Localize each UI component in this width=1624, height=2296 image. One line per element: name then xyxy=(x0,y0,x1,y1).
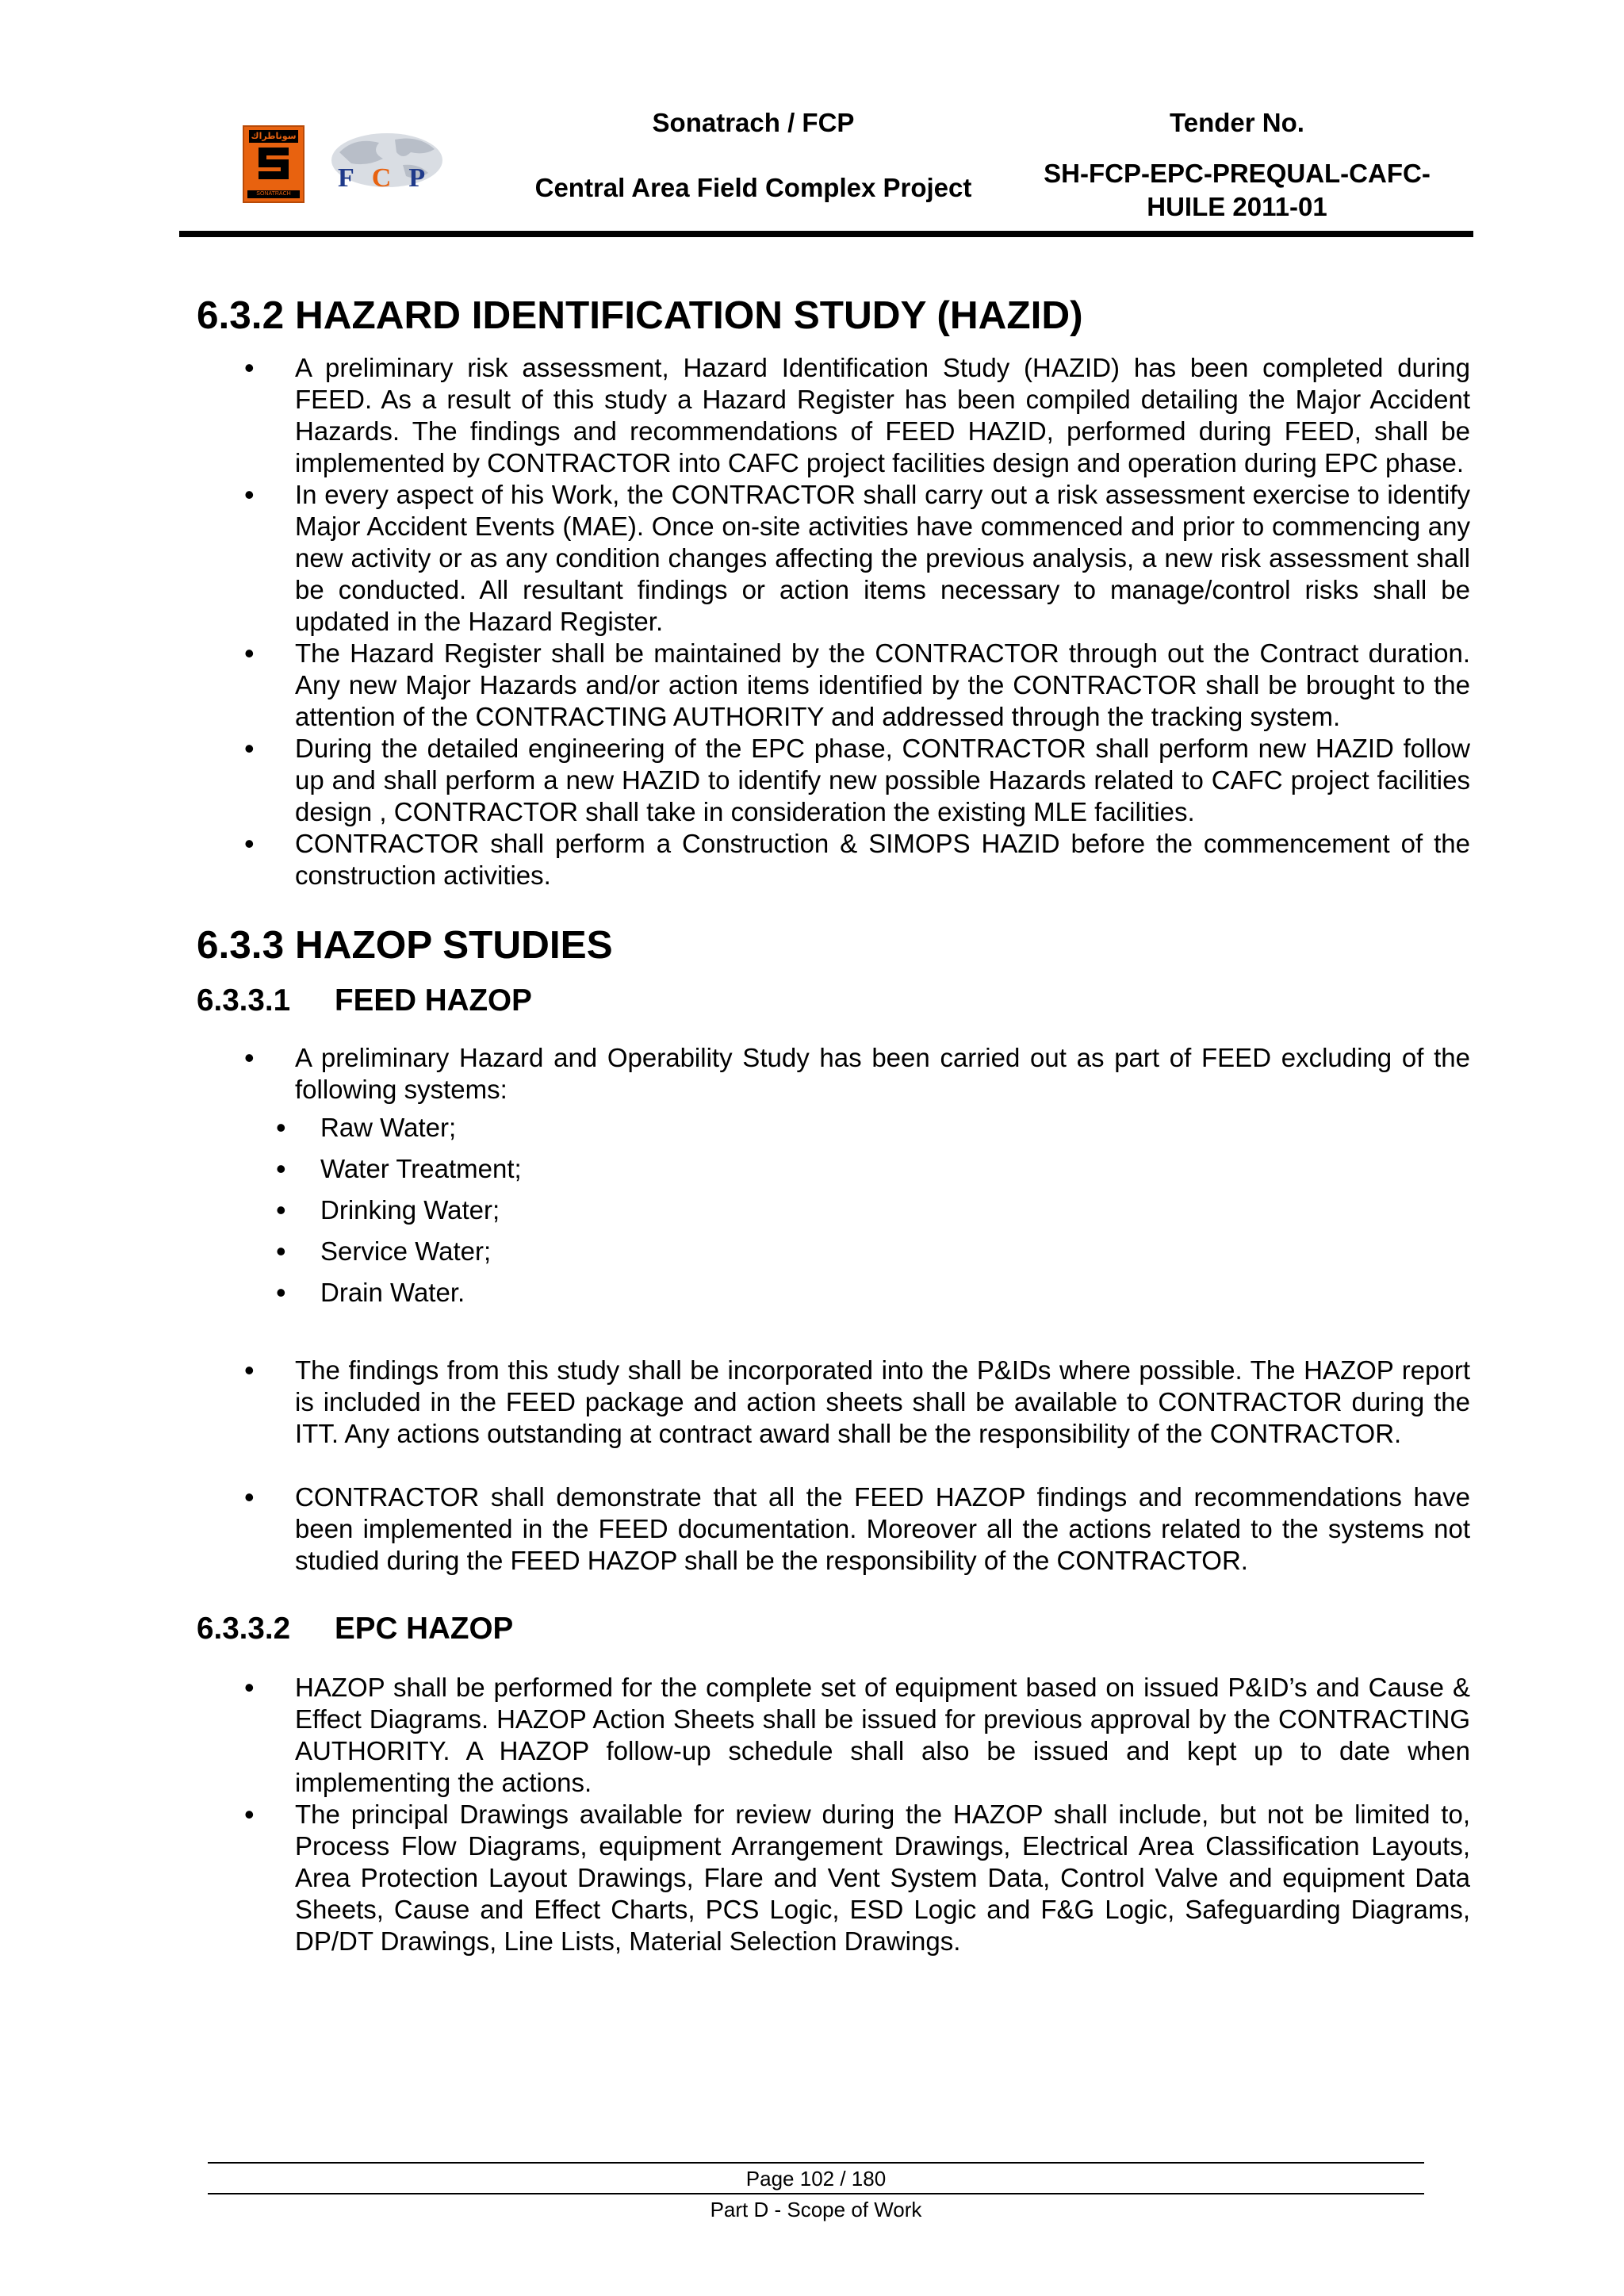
section-heading-6-3-3-1 xyxy=(197,985,1470,1017)
list-item: • HAZOP shall be performed for the complete set of equipment based on issued P&ID’s and Cause & Effect Diagrams. HAZOP Action Sheets shall be issued for previous approval by the CONTRACTING AUTHORITY. A HAZOP follow-up schedule shall also be issued and kept up to date when implementing the actions. xyxy=(197,1672,1470,1799)
list-item: • Service Water; xyxy=(197,1231,1470,1272)
list-item: • The findings from this study shall be incorporated into the P&IDs where possible. The HAZOP report is included in the FEED package and action sheets shall be available to CONTRACTOR during the ITT. Any actions outstanding at contract award shall be the responsibility of the CONTRACTOR. xyxy=(197,1355,1470,1450)
header-tender-label: Tender No. xyxy=(1170,108,1304,137)
section-title: EPC HAZOP xyxy=(335,1612,514,1646)
section-number: 6.3.2 xyxy=(197,293,285,337)
section-number: 6.3.3 xyxy=(197,923,285,967)
header-rule xyxy=(179,231,1473,237)
list-item: • In every aspect of his Work, the CONTRACTOR shall carry out a risk assessment exercise to identify Major Accident Events (MAE). Once on-site activities have commenced and prior to commencing any new activity or as any condition changes affecting the previous analysis, a new risk assessment shall be conducted. All resultant findings or action items necessary to manage/control risks shall be updated in the Hazard Register. xyxy=(197,479,1470,638)
header-tender-number xyxy=(1031,157,1443,224)
footer-page-number: Page 102 / 180 xyxy=(745,2167,887,2191)
document-body xyxy=(197,293,1470,1957)
header-organization: Sonatrach / FCP xyxy=(652,108,855,137)
section-title: HAZOP STUDIES xyxy=(295,923,613,967)
header-logos xyxy=(243,121,457,208)
list-item xyxy=(197,1042,1470,1313)
section-number: 6.3.3.1 xyxy=(197,983,291,1018)
section-heading-6-3-3-2 xyxy=(197,1613,1470,1645)
fcp-globe-logo-icon xyxy=(324,128,450,200)
list-item: • During the detailed engineering of the EPC phase, CONTRACTOR shall perform new HAZID follow up and shall perform a new HAZID to identify new possible Hazards related to CAFC project facilities design , CONTRACTOR shall take in consideration the existing MLE facilities. xyxy=(197,733,1470,828)
footer-rule-top xyxy=(208,2162,1424,2164)
list-item: • Water Treatment; xyxy=(197,1148,1470,1190)
epc-hazop-bullet-list xyxy=(197,1672,1470,1957)
excluded-systems-list xyxy=(197,1107,1470,1313)
section-title: HAZARD IDENTIFICATION STUDY (HAZID) xyxy=(295,293,1083,337)
section-title: FEED HAZOP xyxy=(335,983,532,1018)
list-item: • CONTRACTOR shall demonstrate that all the FEED HAZOP findings and recommendations have been implemented in the FEED documentation. Moreover all the actions related to the systems not studied during the FEED HAZOP shall be the responsibility of the CONTRACTOR. xyxy=(197,1481,1470,1577)
tender-number-line2: HUILE 2011-01 xyxy=(1147,192,1327,221)
section-heading-6-3-2 xyxy=(197,293,1470,337)
feed-hazop-intro: A preliminary Hazard and Operability Study has been carried out as part of FEED excluding of the following systems: xyxy=(295,1043,1470,1104)
feed-hazop-bullet-list xyxy=(197,1042,1470,1577)
list-item: • The Hazard Register shall be maintained by the CONTRACTOR through out the Contract duration. Any new Major Hazards and/or action items identified by the CONTRACTOR shall be brought to the attention of the CONTRACTING AUTHORITY and addressed through the tracking system. xyxy=(197,638,1470,733)
sonatrach-logo-icon xyxy=(243,125,304,203)
footer-part-label: Part D - Scope of Work xyxy=(710,2198,922,2221)
footer-rule-bottom xyxy=(208,2193,1424,2194)
list-item: • A preliminary risk assessment, Hazard Identification Study (HAZID) has been completed during FEED. As a result of this study a Hazard Register has been compiled detailing the Major Accident Hazards. The findings and recommendations of FEED HAZID, performed during FEED, shall be implemented by CONTRACTOR into CAFC project facilities design and operation during EPC phase. xyxy=(197,352,1470,479)
section-number: 6.3.3.2 xyxy=(197,1612,291,1646)
header-project-name: Central Area Field Complex Project xyxy=(534,173,972,202)
sonatrach-logo-latin: SONATRACH xyxy=(247,190,300,198)
list-item: • Drain Water. xyxy=(197,1272,1470,1313)
list-item: • CONTRACTOR shall perform a Construction & SIMOPS HAZID before the commencement of the construction activities. xyxy=(197,828,1470,891)
section-heading-6-3-3 xyxy=(197,923,1470,967)
list-item: • Raw Water; xyxy=(197,1107,1470,1148)
sonatrach-logo-arabic: سوناطراك xyxy=(249,130,298,143)
list-item: • Drinking Water; xyxy=(197,1190,1470,1231)
sonatrach-mark-icon xyxy=(259,148,289,179)
hazid-bullet-list xyxy=(197,352,1470,891)
tender-number-line1: SH-FCP-EPC-PREQUAL-CAFC- xyxy=(1044,159,1431,188)
fcp-logo-letters: FCP xyxy=(338,163,443,193)
list-item: • The principal Drawings available for review during the HAZOP shall include, but not be limited to, Process Flow Diagrams, equipment Arrangement Drawings, Electrical Area Classification Layouts, Area Protection Layout Drawings, Flare and Vent System Data, Control Valve and equipment Data Sheets, Cause and Effect Charts, PCS Logic, ESD Logic and F&G Logic, Safeguarding Diagrams, DP/DT Drawings, Line Lists, Material Selection Drawings. xyxy=(197,1799,1470,1957)
